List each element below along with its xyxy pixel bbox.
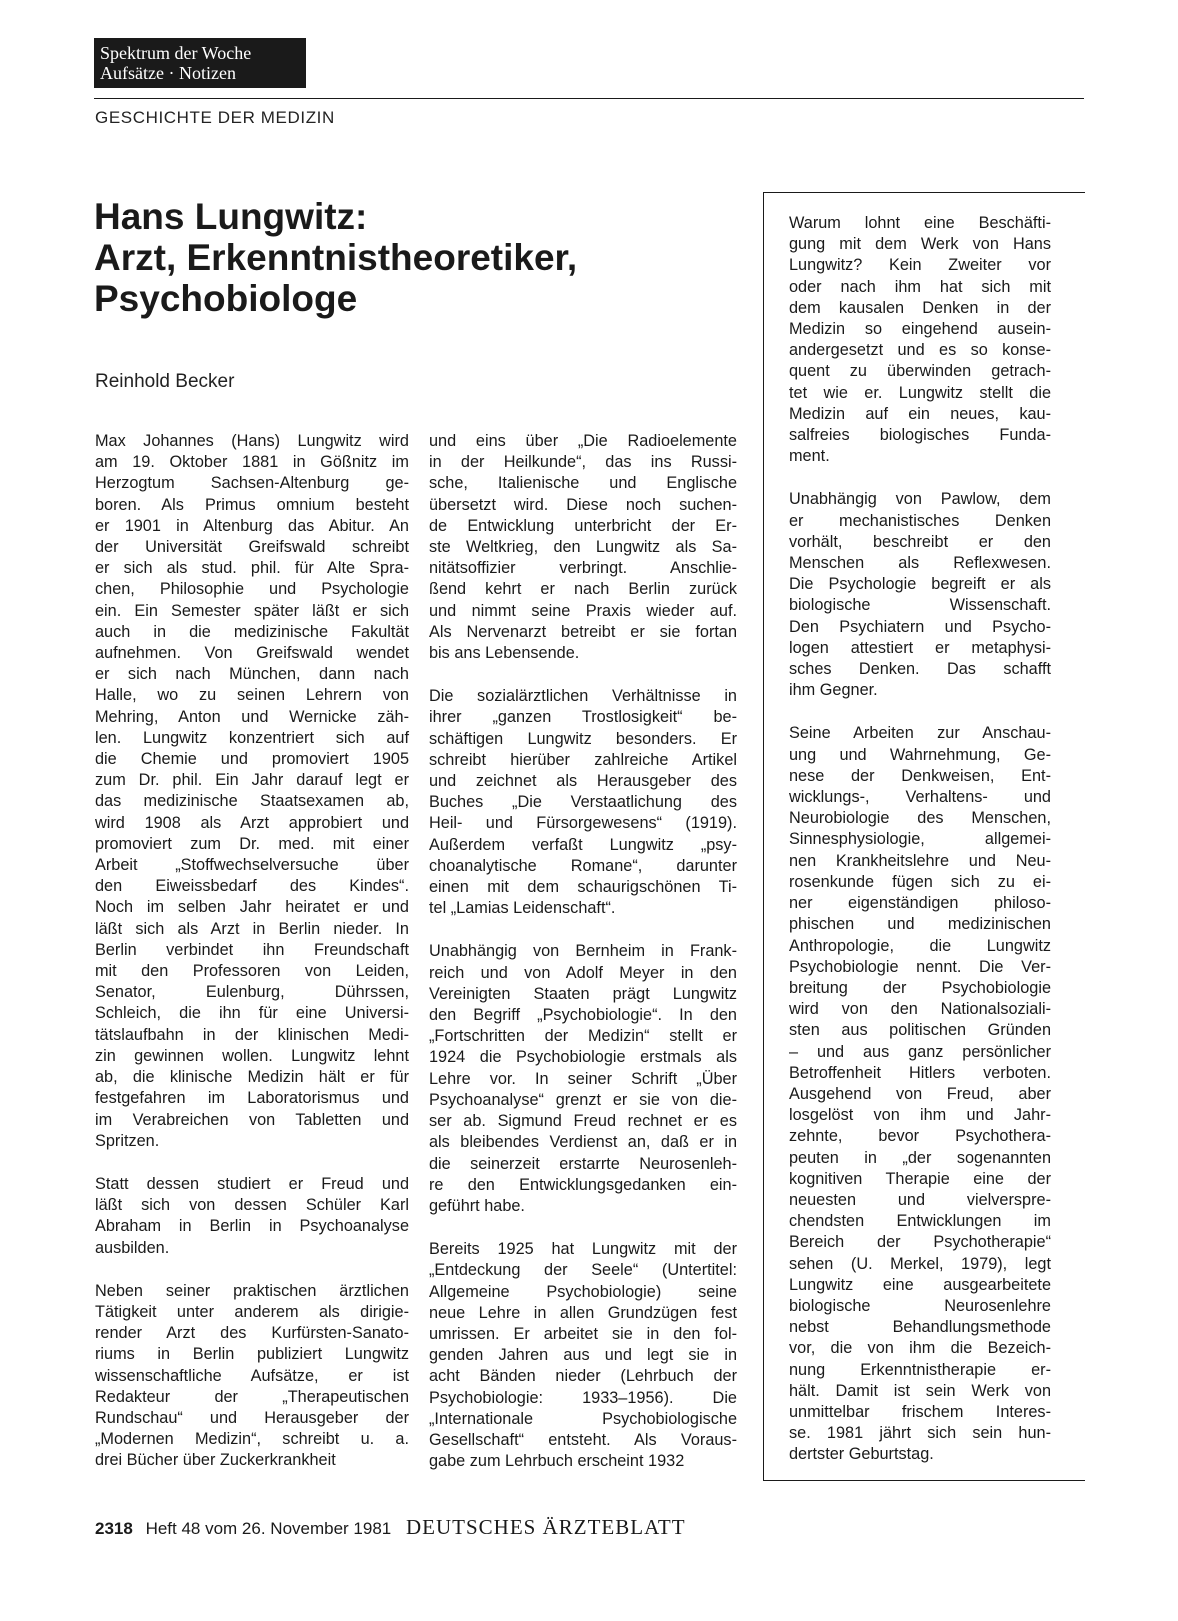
text-line: Senator, Eulenburg, Dührssen, [95, 983, 409, 1002]
text-line: ment. [789, 447, 830, 466]
text-line: am 19. Oktober 1881 in Gößnitz im [95, 453, 409, 472]
text-line: Halle, wo zu seinen Lehrern von [95, 686, 409, 705]
text-line: der Universität Greifswald schreibt [95, 538, 409, 557]
text-line: Medizin auf ein neues, kau- [789, 404, 1051, 423]
text-line: einen mit dem schaurigschönen Ti- [429, 878, 737, 897]
text-line: ung und Wahrnehmung, Ge- [789, 745, 1051, 764]
text-line: und nimmt seine Praxis wieder auf. [429, 601, 737, 620]
text-line: nebst Behandlungsmethode [789, 1318, 1051, 1337]
text-line: dertster Geburtstag. [789, 1445, 934, 1464]
paragraph [95, 1281, 409, 1472]
text-line: übersetzt wird. Diese noch suchen- [429, 495, 737, 514]
text-line: zin gewinnen wollen. Lungwitz lehnt [95, 1046, 409, 1065]
text-line: drei Bücher über Zuckerkrankheit [95, 1451, 336, 1470]
text-line: auch in die medizinische Fakultät [95, 622, 409, 641]
text-line: oder nach ihm hat sich mit [789, 277, 1051, 296]
text-line: ner eigenständigen philoso- [789, 894, 1051, 913]
text-line: und zeichnet als Herausgeber des [429, 772, 737, 791]
text-line: Rundschau“ und Herausgeber der [95, 1408, 409, 1427]
text-line: vorhält, beschreibt er den [789, 532, 1051, 551]
text-line: Menschen als Reflexwesen. [789, 554, 1051, 573]
text-line: Psychobiologie nennt. Die Ver- [789, 957, 1051, 976]
text-line: nung Erkenntnistherapie er- [789, 1360, 1051, 1379]
text-line: ein. Ein Semester später läßt er sich [95, 601, 409, 620]
text-line: – und aus ganz persönlicher [789, 1042, 1051, 1061]
text-line: nen Krankheitslehre und Neu- [789, 851, 1051, 870]
text-line: die Chemie und promoviert 1905 [95, 750, 409, 769]
text-line: wissenschaftliche Aufsätze, er ist [95, 1366, 409, 1385]
text-line: Lungwitz eine ausgearbeitete [789, 1275, 1051, 1294]
text-line: Lungwitz? Kein Zweiter vor [789, 256, 1051, 275]
text-line: Den Psychiatern und Psycho- [789, 617, 1051, 636]
text-line: Max Johannes (Hans) Lungwitz wird [95, 432, 409, 450]
text-line: Als Nervenarzt betreibt er sie fortan [429, 622, 737, 641]
text-line: Psychoanalyse“ grenzt er sie von die- [429, 1090, 737, 1109]
text-line: aufnehmen. Von Greifswald wendet [95, 644, 409, 663]
text-line: er mechanistisches Denken [789, 511, 1051, 530]
text-line: ßend kehrt er nach Berlin zurück [429, 580, 737, 599]
text-line: riums in Berlin publiziert Lungwitz [95, 1345, 409, 1364]
text-line: bis ans Lebensende. [429, 644, 580, 663]
text-line: sche, Italienische und Englische [429, 474, 737, 493]
text-line: neue Lehre in allen Grundzügen fest [429, 1303, 737, 1322]
text-line: Gesellschaft“ entsteht. Als Voraus- [429, 1430, 737, 1449]
text-line: unmittelbar frischem Interes- [789, 1402, 1051, 1421]
section-badge-line-2: Aufsätze · Notizen [100, 63, 236, 83]
text-line: Schleich, die ihn für eine Universi- [95, 1004, 409, 1023]
text-line: in der Heilkunde“, das ins Russi- [429, 453, 737, 472]
text-line: gabe zum Lehrbuch erscheint 1932 [429, 1452, 685, 1471]
section-badge [94, 38, 306, 88]
title-line: Arzt, Erkenntnistheoretiker, [94, 237, 578, 278]
text-line: Spritzen. [95, 1131, 160, 1150]
text-line: zehnte, bevor Psychothera- [789, 1127, 1051, 1146]
text-line: er sich nach München, dann nach [95, 665, 409, 684]
text-line: 1924 die Psychobiologie erstmals als [429, 1048, 737, 1067]
text-line: und eins über „Die Radioelemente [429, 432, 737, 450]
text-line: Abraham in Berlin in Psychoanalyse [95, 1217, 409, 1236]
text-line: Psychobiologie: 1933–1956). Die [429, 1388, 737, 1407]
text-line: biologische Wissenschaft. [789, 596, 1051, 615]
page-footer [95, 1515, 686, 1540]
text-line: reich und von Adolf Meyer in den [429, 963, 737, 982]
text-line: boren. Als Primus omnium besteht [95, 495, 409, 514]
text-line: andergesetzt und es so konse- [789, 341, 1051, 360]
text-line: schäftigen Lungwitz besonders. Er [429, 729, 737, 748]
paragraph [95, 431, 409, 1152]
text-line: tet wie er. Lungwitz stellt die [789, 383, 1051, 402]
text-line: läßt sich von dessen Schüler Karl [95, 1196, 409, 1215]
text-line: mit den Professoren von Leiden, [95, 962, 409, 981]
text-line: festgefahren im Laboratorismus und [95, 1089, 409, 1108]
text-line: Bereich der Psychotherapie“ [789, 1233, 1051, 1252]
text-line: salfreies biologisches Funda- [789, 426, 1051, 445]
paragraph [95, 1174, 409, 1259]
text-line: ihm Gegner. [789, 681, 878, 700]
text-line: Buches „Die Verstaatlichung des [429, 793, 737, 812]
text-line: Tätigkeit unter anderem als dirigie- [95, 1302, 409, 1321]
text-line: peuten in „der sogenannten [789, 1148, 1051, 1167]
text-line: Unabhängig von Bernheim in Frank- [429, 942, 737, 961]
text-line: als bleibendes Verdienst an, daß er in [429, 1133, 737, 1152]
text-line: Anthropologie, die Lungwitz [789, 936, 1051, 955]
text-line: len. Lungwitz konzentriert sich auf [95, 728, 409, 747]
text-line: nitätsoffizier verbringt. Anschlie- [429, 559, 737, 578]
text-line: geführt habe. [429, 1196, 525, 1215]
text-line: ihrer „ganzen Trostlosigkeit“ be- [429, 708, 737, 727]
text-line: quent zu überwinden getrach- [789, 362, 1051, 381]
text-line: wird von den Nationalsoziali- [789, 1000, 1051, 1019]
text-line: wird 1908 als Arzt approbiert und [95, 813, 409, 832]
text-line: Heil- und Fürsorgewesens“ (1919). [429, 814, 737, 833]
text-line: Sinnesphysiologie, allgemei- [789, 830, 1051, 849]
text-line: Herzogtum Sachsen-Altenburg ge- [95, 474, 409, 493]
text-line: Redakteur der „Therapeutischen [95, 1387, 409, 1406]
text-line: Neben seiner praktischen ärztlichen [95, 1281, 409, 1300]
text-line: Außerdem verfaßt Lungwitz „psy- [429, 835, 737, 854]
section-badge-line-1: Spektrum der Woche [100, 43, 252, 63]
title-line: Hans Lungwitz: [94, 196, 368, 237]
text-line: Statt dessen studiert er Freud und [95, 1174, 409, 1193]
text-line: Die Psychologie begreift er als [789, 575, 1051, 594]
text-line: ab, die klinische Medizin hält er für [95, 1068, 409, 1087]
text-line: Neurobiologie des Menschen, [789, 809, 1051, 828]
text-line: kognitiven Therapie eine der [789, 1169, 1051, 1188]
text-line: den Eiweissbedarf des Kindes“. [95, 877, 409, 896]
text-line: zum Dr. phil. Ein Jahr darauf legt er [95, 771, 409, 790]
text-line: Die sozialärztlichen Verhältnisse in [429, 687, 737, 706]
text-line: schreibt hierüber zahlreiche Artikel [429, 750, 737, 769]
header-rule [94, 98, 1084, 99]
text-line: promoviert zum Dr. med. mit einer [95, 834, 409, 853]
paragraph [429, 1239, 737, 1472]
text-line: genden Jahren aus und legt sie in [429, 1346, 737, 1365]
text-line: „Internationale Psychobiologische [429, 1409, 737, 1428]
text-line: acht Bänden nieder (Lehrbuch der [429, 1367, 737, 1386]
text-line: logen attestiert er metaphysi- [789, 638, 1051, 657]
text-line: Warum lohnt eine Beschäfti- [789, 214, 1051, 232]
sidebar-column [789, 213, 1051, 1488]
text-line: „Entdeckung der Seele“ (Untertitel: [429, 1261, 737, 1280]
text-line: Berlin verbindet ihn Freundschaft [95, 940, 409, 959]
text-line: ser ab. Sigmund Freud rechnet er es [429, 1112, 737, 1131]
text-line: neuesten und vielverspre- [789, 1190, 1051, 1209]
text-line: rosenkunde fügen sich zu ei- [789, 872, 1051, 891]
text-line: choanalytische Romane“, darunter [429, 856, 737, 875]
text-line: ste Weltkrieg, den Lungwitz als Sa- [429, 538, 737, 557]
text-line: losgelöst von ihm und Jahr- [789, 1106, 1051, 1125]
paragraph [429, 431, 737, 664]
text-column-1 [95, 431, 409, 1494]
text-line: den Begriff „Psychobiologie“. In den [429, 1006, 737, 1025]
article-author: Reinhold Becker [95, 371, 235, 392]
text-line: tätslaufbahn in der klinischen Medi- [95, 1025, 409, 1044]
text-line: läßt sich als Arzt in Berlin nieder. In [95, 919, 409, 938]
text-line: render Arzt des Kurfürsten-Sanato- [95, 1324, 409, 1343]
text-line: Vereinigten Staaten prägt Lungwitz [429, 984, 737, 1003]
paragraph [429, 686, 737, 919]
journal-name: DEUTSCHES ÄRZTEBLATT [405, 1515, 686, 1539]
text-line: hält. Damit ist sein Werk von [789, 1381, 1051, 1400]
article-title [94, 196, 577, 319]
text-line: Unabhängig von Pawlow, dem [789, 490, 1051, 509]
text-line: er 1901 in Altenburg das Abitur. An [95, 516, 409, 535]
text-line: Bereits 1925 hat Lungwitz mit der [429, 1240, 737, 1259]
text-line: „Fortschritten der Medizin“ stellt er [429, 1027, 737, 1046]
text-line: re den Entwicklungsgedanken ein- [429, 1175, 737, 1194]
text-line: „Modernen Medizin“, schreibt u. a. [95, 1430, 409, 1449]
section-rubric: GESCHICHTE DER MEDIZIN [95, 108, 335, 127]
text-line: Ausgehend von Freud, aber [789, 1084, 1051, 1103]
text-line: breitung der Psychobiologie [789, 978, 1051, 997]
text-line: Seine Arbeiten zur Anschau- [789, 724, 1051, 743]
text-line: chendsten Entwicklungen im [789, 1212, 1051, 1231]
text-line: sten aus politischen Gründen [789, 1021, 1051, 1040]
text-line: chen, Philosophie und Psychologie [95, 580, 409, 599]
text-line: Medizin so eingehend ausein- [789, 320, 1051, 339]
page-number: 2318 [95, 1519, 133, 1538]
text-line: phischen und medizinischen [789, 915, 1051, 934]
text-line: gung mit dem Werk von Hans [789, 235, 1051, 254]
text-line: biologische Neurosenlehre [789, 1296, 1051, 1315]
text-line: im Verabreichen von Tabletten und [95, 1110, 409, 1129]
title-line: Psychobiologe [94, 278, 358, 319]
text-line: Noch im selben Jahr heiratet er und [95, 898, 409, 917]
text-line: tel „Lamias Leidenschaft“. [429, 899, 616, 918]
text-line: Mehring, Anton und Wernicke zäh- [95, 707, 409, 726]
paragraph [429, 941, 737, 1217]
text-line: die seinerzeit erstarrte Neurosenleh- [429, 1154, 737, 1173]
issue-info: Heft 48 vom 26. November 1981 [145, 1519, 392, 1538]
text-line: sches Denken. Das schafft [789, 660, 1051, 679]
text-line: Allgemeine Psychobiologie) seine [429, 1282, 737, 1301]
text-line: se. 1981 jährt sich sein hun- [789, 1424, 1051, 1443]
text-line: umrissen. Er arbeitet sie in den fol- [429, 1324, 737, 1343]
text-line: Betroffenheit Hitlers verboten. [789, 1063, 1051, 1082]
text-line: Arbeit „Stoffwechselversuche über [95, 856, 409, 875]
paragraph [789, 723, 1051, 1465]
text-line: nese der Denkweisen, Ent- [789, 766, 1051, 785]
text-line: wicklungs-, Verhaltens- und [789, 788, 1051, 807]
text-column-2 [429, 431, 737, 1494]
paragraph [789, 213, 1051, 467]
text-line: dem kausalen Denken in der [789, 298, 1051, 317]
text-line: vor, die von ihm die Bezeich- [789, 1339, 1051, 1358]
text-line: das medizinische Staatsexamen ab, [95, 792, 409, 811]
paragraph [789, 489, 1051, 701]
text-line: ausbilden. [95, 1238, 170, 1257]
text-line: sehen (U. Merkel, 1979), legt [789, 1254, 1051, 1273]
text-line: Lehre vor. In seiner Schrift „Über [429, 1069, 737, 1088]
text-line: er sich als stud. phil. für Alte Spra- [95, 559, 409, 578]
text-line: de Entwicklung unterbricht der Er- [429, 516, 737, 535]
